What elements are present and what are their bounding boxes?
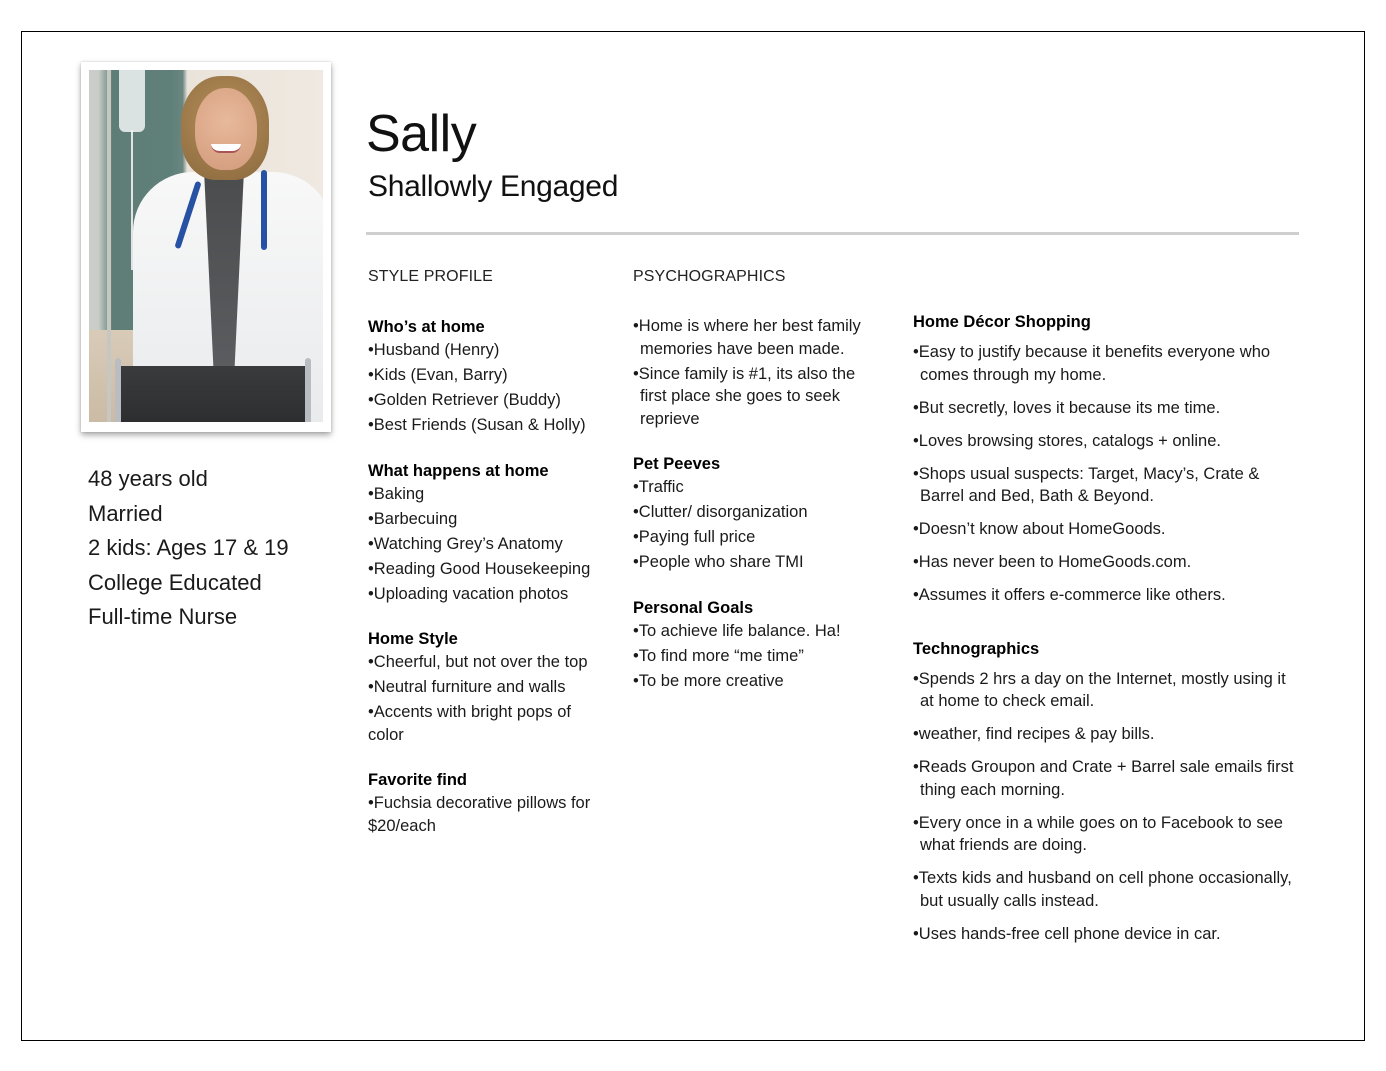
list-item: • Home is where her best family memories have been made. (633, 315, 873, 360)
list-item: • Has never been to HomeGoods.com. (913, 551, 1303, 574)
bullet-list (368, 792, 608, 837)
section-title: Who’s at home (368, 318, 485, 336)
shopping-tech-column (913, 310, 1303, 975)
list-item: • Best Friends (Susan & Holly) (368, 414, 608, 437)
list-item: • Texts kids and husband on cell phone occasionally, but usually calls instead. (913, 867, 1303, 912)
list-item: • Shops usual suspects: Target, Macy’s, Crate & Barrel and Bed, Bath & Beyond. (913, 463, 1303, 508)
section-what-happens-at-home (368, 459, 608, 606)
list-item: • Baking (368, 483, 608, 506)
demographic-kids: 2 kids: Ages 17 & 19 (88, 535, 289, 560)
bullet-list (633, 315, 873, 430)
list-item: • Golden Retriever (Buddy) (368, 389, 608, 412)
wheelchair-graphic (115, 366, 311, 422)
list-item: • Clutter/ disorganization (633, 501, 873, 524)
list-item: • Easy to justify because it benefits everyone who comes through my home. (913, 341, 1303, 386)
wheelchair-handle-graphic (115, 358, 121, 422)
section-title: Personal Goals (633, 598, 754, 617)
section-title: Favorite find (368, 771, 468, 789)
list-item: • To find more “me time” (633, 645, 873, 668)
list-item: • Neutral furniture and walls (368, 676, 608, 699)
section-title: Pet Peeves (633, 455, 721, 473)
psychographics-column (633, 315, 873, 714)
list-item: • Assumes it offers e-commerce like others. (913, 584, 1303, 607)
list-item: • To achieve life balance. Ha! (633, 620, 873, 643)
list-item: • Accents with bright pops of color (368, 701, 608, 746)
persona-name: Sally (366, 105, 477, 163)
list-item: • Doesn’t know about HomeGoods. (913, 518, 1303, 541)
style-profile-label: STYLE PROFILE (368, 268, 493, 285)
section-pet-peeves (633, 452, 873, 574)
demographics-list (88, 462, 328, 635)
list-item: • Paying full price (633, 526, 873, 549)
wheelchair-handle-graphic (305, 358, 311, 422)
list-item: • weather, find recipes & pay bills. (913, 723, 1303, 746)
bullet-list (633, 620, 873, 693)
iv-bag-graphic (119, 70, 145, 132)
list-item: • Reading Good Housekeeping (368, 558, 608, 581)
stethoscope-icon (261, 170, 267, 250)
bullet-list (368, 483, 608, 606)
list-item: • Watching Grey’s Anatomy (368, 533, 608, 556)
list-item: • Kids (Evan, Barry) (368, 364, 608, 387)
demographic-marital-status: Married (88, 500, 163, 526)
list-item: • But secretly, loves it because its me time. (913, 397, 1303, 420)
psychographics-label: PSYCHOGRAPHICS (633, 268, 786, 285)
face-graphic (195, 88, 257, 170)
list-item: • Uses hands-free cell phone device in car. (913, 923, 1303, 946)
list-item: • To be more creative (633, 670, 873, 693)
list-item: • Barbecuing (368, 508, 608, 531)
header-divider (366, 232, 1299, 235)
section-title: Home Style (368, 630, 458, 648)
section-home-style (368, 627, 608, 746)
section-title: What happens at home (368, 461, 549, 480)
bullet-list (913, 341, 1303, 607)
list-item: • Fuchsia decorative pillows for $20/each (368, 792, 608, 837)
persona-segment: Shallowly Engaged (368, 170, 619, 203)
bullet-list (368, 651, 608, 746)
section-title: Home Décor Shopping (913, 313, 1091, 331)
list-item: • Spends 2 hrs a day on the Internet, mostly using it at home to check email. (913, 668, 1303, 713)
style-profile-column (368, 315, 608, 859)
list-item: • Husband (Henry) (368, 339, 608, 362)
list-item: • Reads Groupon and Crate + Barrel sale emails first thing each morning. (913, 756, 1303, 801)
list-item: • Traffic (633, 476, 873, 499)
list-item: • People who share TMI (633, 551, 873, 574)
bullet-list (633, 476, 873, 574)
smile-graphic (211, 144, 241, 153)
iv-pole-graphic (107, 70, 111, 422)
persona-photo (89, 70, 323, 422)
list-item: • Uploading vacation photos (368, 583, 608, 606)
section-psychographics-intro (633, 315, 873, 430)
section-favorite-find (368, 768, 608, 837)
section-technographics (913, 637, 1303, 946)
list-item: • Loves browsing stores, catalogs + online. (913, 430, 1303, 453)
persona-photo-card (81, 62, 331, 432)
list-item: • Since family is #1, its also the first place she goes to seek reprieve (633, 363, 873, 431)
demographic-occupation: Full-time Nurse (88, 604, 238, 629)
list-item: • Cheerful, but not over the top (368, 651, 608, 674)
list-item: • Every once in a while goes on to Facebook to see what friends are doing. (913, 812, 1303, 857)
demographic-education: College Educated (88, 569, 262, 595)
section-title: Technographics (913, 639, 1040, 658)
bullet-list (913, 668, 1303, 946)
section-home-decor-shopping (913, 310, 1303, 607)
bullet-list (368, 339, 608, 437)
section-whos-at-home (368, 315, 608, 437)
demographic-age: 48 years old (88, 466, 208, 491)
section-personal-goals (633, 596, 873, 693)
